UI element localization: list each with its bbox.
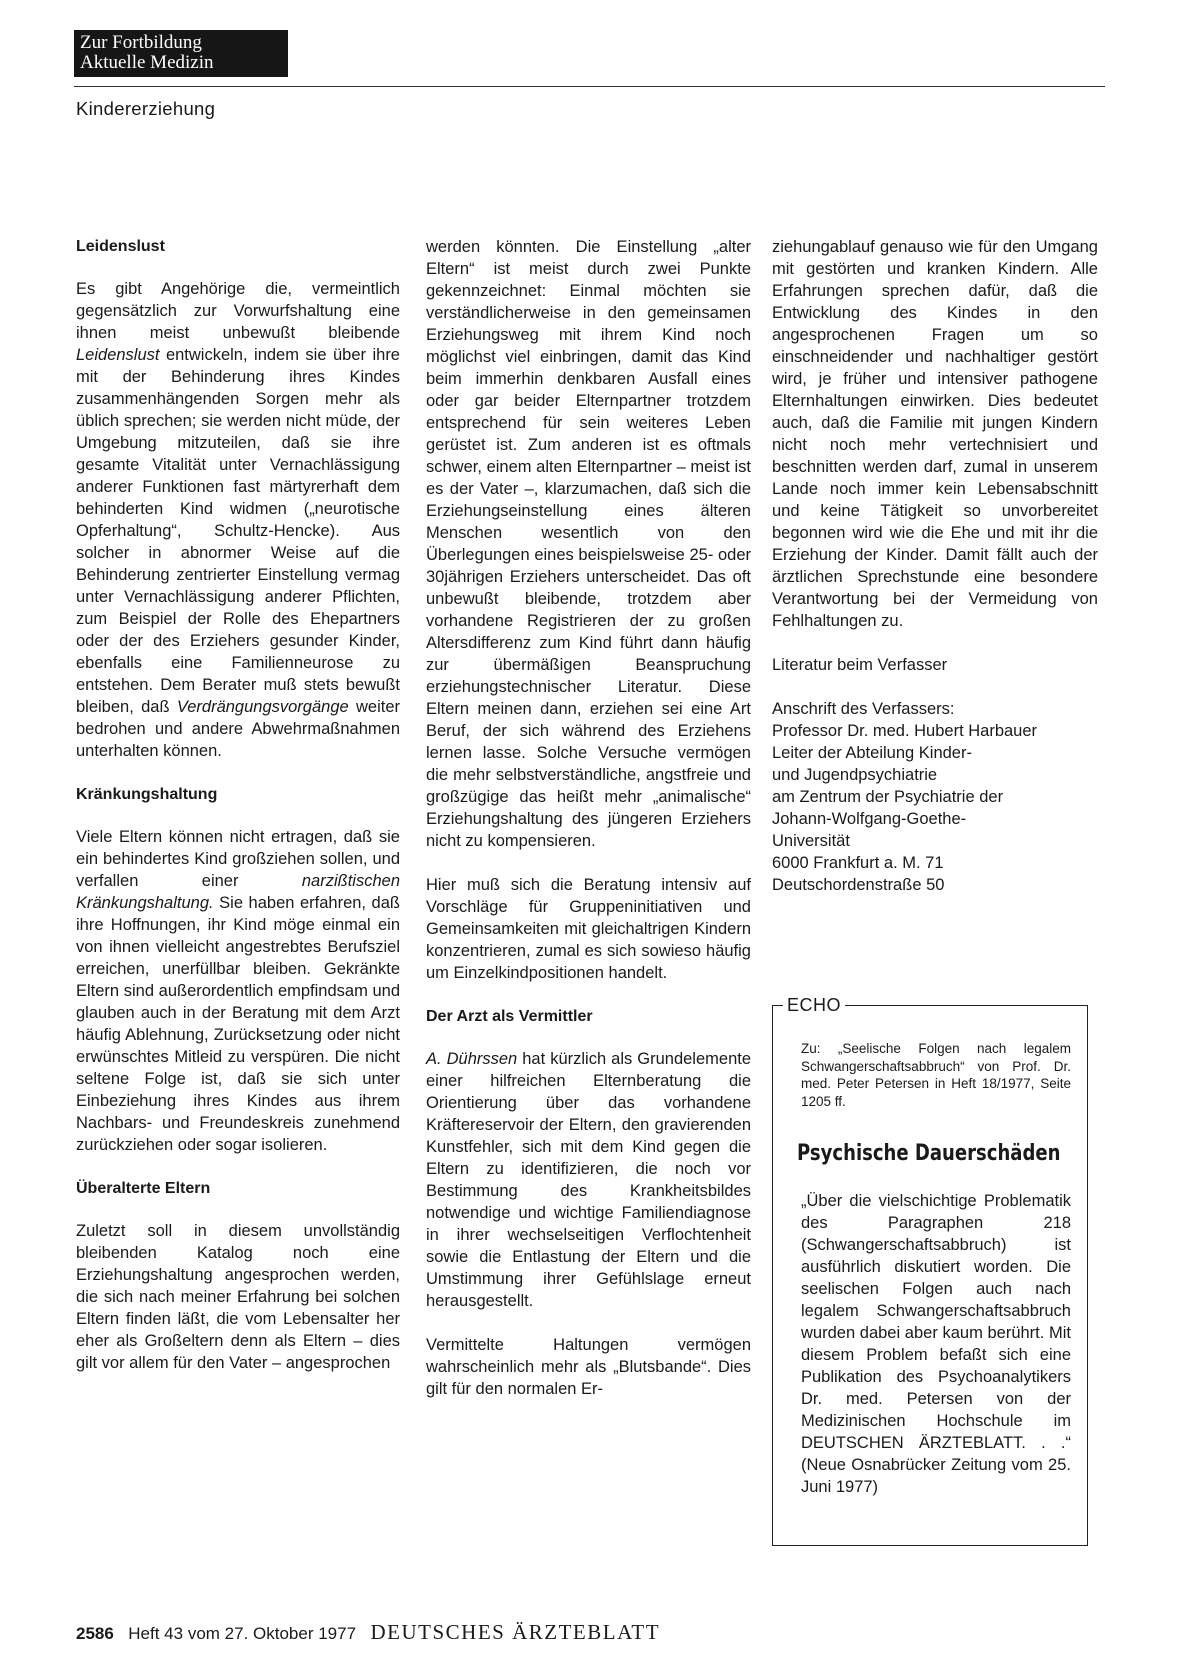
heading-leidenslust: Leidenslust (76, 238, 165, 255)
paragraph-kraenkungshaltung: Viele Eltern können nicht ertragen, daß sie ein behindertes Kind großziehen sollen, und verfallen einer narzißtischen Kränkungshaltung. Sie haben erfahren, daß ihre Hoffnungen, ihr Kind möge einmal ein von ihnen vielleicht angestrebtes Berufsziel erreichen, unerfüllbar bleiben. Gekränkte Eltern sind außerordentlich empfindsam und glauben auch in der Beratung mit dem Arzt häufig Ablehnung, Zurücksetzung oder nicht erwünschtes Mitleid zu verspüren. Die nicht seltene Folge ist, daß sie sich unter Einbeziehung ihres Kindes aus ihrem Nachbars- und Freundeskreis zunehmend zurückziehen oder sogar isolieren. (76, 828, 400, 1154)
article-column-1 (76, 236, 400, 1374)
echo-label: ECHO (783, 995, 845, 1015)
header-divider (74, 86, 1105, 87)
page-number: 2586 (76, 1624, 114, 1643)
paragraph-alte-eltern: werden könnten. Die Einstellung „alter Eltern“ ist meist durch zwei Punkte gekennzeichnet: Einmal möchten sie verständlicherweise in den gemeinsamen Erziehungsweg mit ihrem Kind noch möglichst viel einbringen, damit das Kind beim immerhin denkbaren Ausfall eines oder gar beider Elternpartner trotzdem entsprechend für sein weiteres Leben gerüstet ist. Zum anderen ist es oftmals schwer, einem alten Elternpartner – meist ist es der Vater –, klarzumachen, daß sich die Erziehungseinstellung eines älteren Menschen wesentlich von den Überlegungen eines beispielsweise 25- oder 30jährigen Erziehers unterscheidet. Das oft unbewußt bleibende, trotzdem aber vorhandene Registrieren der zu großen Altersdifferenz zum Kind führt dann häufig zur übermäßigen Beanspruchung erziehungstechnischer Literatur. Diese Eltern meinen dann, erziehen sei eine Art Beruf, der sich während des Erziehens lernen lasse. Solche Versuche vermögen die mehr selbstverständliche, angstfreie und großzügige das heißt mehr „animalische“ Erziehungshaltung des jüngeren Erziehers nicht zu kompensieren. (426, 238, 751, 850)
literature-note: Literatur beim Verfasser (772, 656, 948, 674)
address-line: Professor Dr. med. Hubert Harbauer (772, 722, 1038, 740)
address-line: 6000 Frankfurt a. M. 71 (772, 854, 944, 872)
paragraph-duehrssen: A. Dührssen hat kürzlich als Grundelemente einer hilfreichen Elternberatung die Orientierung über das vorhandene Kräftereservoir der Eltern, den gravierenden Kunstfehler, sich mit dem Kind gegen die Eltern zu identifizieren, die noch vor Bestimmung des Krankheitsbildes notwendige und wichtige Familiendiagnose in ihrer wechselseitigen Verflochtenheit sowie die Entlastung der Eltern und die Umstimmung ihrer Gefühlslage erneut herausgestellt. (426, 1050, 752, 1310)
paragraph-erziehungsablauf: ziehungablauf genauso wie für den Umgang mit gestörten und kranken Kindern. Alle Erfahrungen sprechen dafür, daß die Entwicklung des Kindes in den angesprochenen Fragen um so einschneidender und nachhaltiger gestört wird, je früher und intensiver pathogene Elternhaltungen einwirken. Dies bedeutet auch, daß die Familie mit jungen Kindern nicht noch mehr vertechnisiert und beschnitten werden darf, zumal in unserem Lande noch immer kein Lebensabschnitt und keine Tätigkeit so unvorbereitet begonnen wird wie die Ehe und mit ihr die Erziehung der Kinder. Damit fällt auch der ärztlichen Sprechstunde eine besondere Verantwortung bei der Vermeidung von Fehlhaltungen zu. (772, 238, 1098, 630)
heading-ueberalterte-eltern: Überalterte Eltern (76, 1180, 211, 1197)
section-title: Kindererziehung (76, 98, 216, 119)
paragraph-ueberalterte-eltern: Zuletzt soll in diesem unvollständig bleibenden Katalog noch eine Erziehungshaltung angesprochen werden, die sich nach meiner Erfahrung bei solchen Eltern finden läßt, die vom Lebensalter her eher als Großeltern denn als Eltern – dies gilt vor allem für den Vater – angesprochen (76, 1222, 400, 1372)
address-line: Anschrift des Verfassers: (772, 700, 955, 718)
badge-line-2: Aktuelle Medizin (80, 52, 214, 73)
address-line: am Zentrum der Psychiatrie der (772, 788, 1004, 806)
address-line: Deutschordenstraße 50 (772, 876, 945, 894)
address-line: und Jugendpsychiatrie (772, 766, 938, 784)
article-column-2 (426, 236, 751, 1400)
paragraph-vermittelte-haltungen: Vermittelte Haltungen vermögen wahrscheinlich mehr als „Blutsbande“. Dies gilt für den normalen Er- (426, 1336, 751, 1398)
article-column-3 (772, 236, 1098, 896)
address-line: Leiter der Abteilung Kinder- (772, 744, 972, 762)
page-footer (76, 1620, 660, 1645)
echo-heading: Psychische Dauerschäden (797, 1141, 1061, 1166)
paragraph-leidenslust: Es gibt Angehörige die, vermeintlich gegensätzlich zur Vorwurfshaltung eine ihnen meist unbewußt bleibende Leidenslust entwickeln, indem sie über ihre mit der Behinderung ihres Kindes zusammenhängenden Sorgen mehr als üblich sprechen; sie werden nicht müde, der Umgebung mitzuteilen, daß sie ihre gesamte Vitalität unter Vernachlässigung anderer Funktionen fast märtyrerhaft dem behinderten Kind widmen („neurotische Opferhaltung“, Schultz-Hencke). Aus solcher in abnormer Weise auf die Behinderung zentrierter Einstellung vermag unter Vernachlässigung anderer Pflichten, zum Beispiel der Rolle des Ehepartners oder der des Erziehers gesunder Kinder, ebenfalls eine Familienneurose zu entstehen. Dem Berater muß stets bewußt bleiben, daß Verdrängungsvorgänge weiter bedrohen und andere Abwehrmaßnahmen unterhalten können. (76, 280, 400, 760)
echo-quote: „Über die vielschichtige Problematik des Paragraphen 218 (Schwangerschaftsabbruch) ist ausführlich diskutiert worden. Die seelischen Folgen auch nach legalem Schwangerschaftsabbruch wurden dabei aber kaum berührt. Mit diesem Problem befaßt sich eine Publikation des Psychoanalytikers Dr. med. Petersen von der Medizinischen Hochschule im DEUTSCHEN ÄRZTEBLATT. . .“ (Neue Osnabrücker Zeitung vom 25. Juni 1977) (801, 1192, 1071, 1496)
address-line: Universität (772, 832, 850, 850)
author-address (772, 698, 1098, 896)
echo-reference: Zu: „Seelische Folgen nach legalem Schwangerschaftsabbruch“ von Prof. Dr. med. Peter Petersen in Heft 18/1977, Seite 1205 ff. (801, 1041, 1071, 1109)
journal-name: DEUTSCHES ÄRZTEBLATT (370, 1620, 661, 1644)
paragraph-beratung: Hier muß sich die Beratung intensiv auf Vorschläge für Gruppeninitiativen und Gemeinsamkeiten mit gleichaltrigen Kindern konzentrieren, zumal es sich sowieso häufig um Einzelkindpositionen handelt. (426, 876, 751, 982)
heading-kraenkungshaltung: Kränkungshaltung (76, 786, 218, 803)
section-badge (74, 30, 288, 77)
badge-line-1: Zur Fortbildung (80, 32, 202, 53)
issue-info: Heft 43 vom 27. Oktober 1977 (128, 1624, 357, 1643)
echo-box (772, 995, 1088, 1546)
heading-arzt-als-vermittler: Der Arzt als Vermittler (426, 1008, 593, 1025)
address-line: Johann-Wolfgang-Goethe- (772, 810, 967, 828)
